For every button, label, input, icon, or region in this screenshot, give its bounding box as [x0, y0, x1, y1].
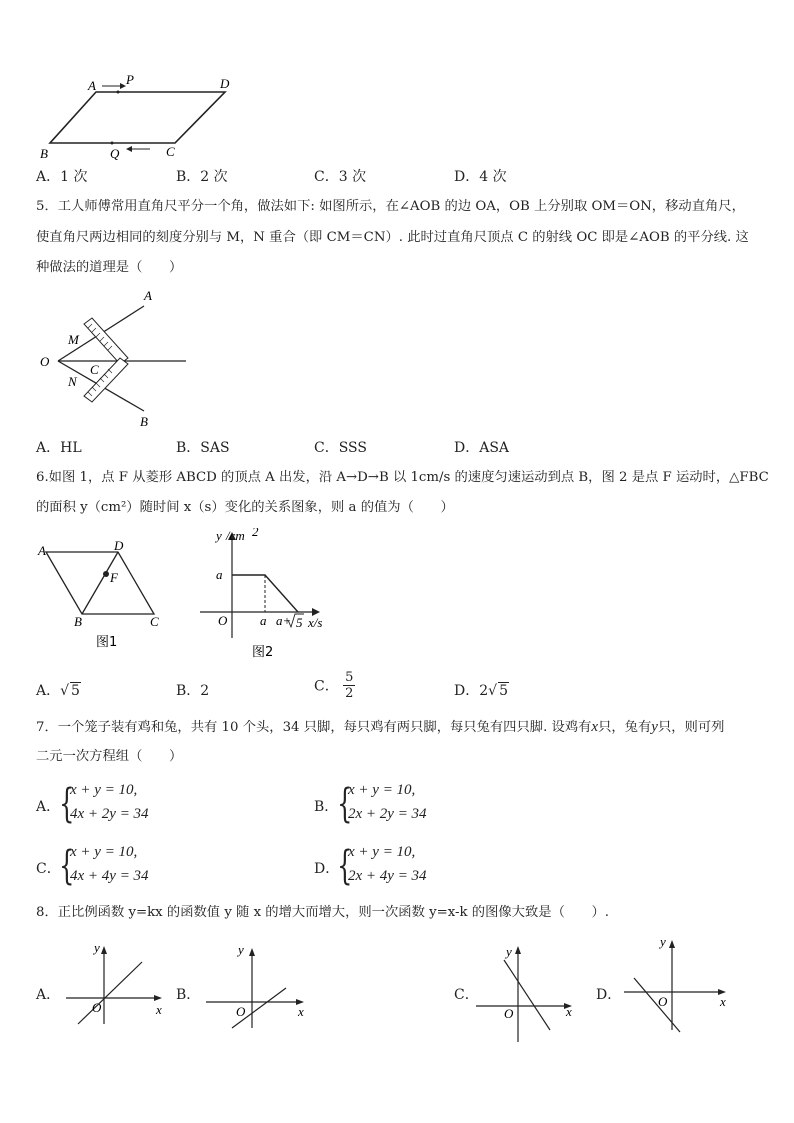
option-prefix: D．2	[454, 683, 489, 699]
q4-option-c[interactable]: C．3 次	[314, 169, 367, 185]
brace-icon: {	[337, 781, 353, 827]
equation-2: 4x + 2y = 34	[70, 806, 149, 822]
label-B: B	[140, 414, 148, 429]
label-B: B	[40, 146, 48, 161]
brace-icon: {	[59, 843, 75, 889]
q5-text-line2: 使直角尺两边相同的刻度分别与 M，N 重合（即 CM＝CN）. 此时过直角尺顶点 C 的射线 OC 即是∠AOB 的平分线. 这	[36, 230, 749, 245]
option-prefix: C．	[314, 678, 339, 695]
option-label: B．	[314, 799, 339, 815]
fig1-caption: 图1	[96, 635, 118, 650]
q7-line1-part2: 只，兔有	[598, 720, 652, 735]
radicand: 5	[71, 683, 80, 699]
label-P: P	[126, 72, 134, 87]
q6-option-a[interactable]: A．√ 5	[36, 683, 80, 699]
q8-graph-a[interactable]	[58, 938, 170, 1028]
axis-x: x	[566, 1004, 572, 1019]
tick-a-plus: a+	[276, 613, 292, 628]
q4-option-a[interactable]: A．1 次	[36, 169, 88, 185]
point-F	[103, 571, 109, 577]
equation-1: x + y = 10,	[70, 844, 138, 860]
brace-icon: {	[59, 781, 75, 827]
q6-option-b[interactable]: B．2	[176, 683, 210, 699]
q5-text-line1: 5．工人师傅常用直角尺平分一个角，做法如下: 如图所示，在∠AOB 的边 OA，OB 上分别取 OM＝ON，移动直角尺，	[36, 199, 745, 214]
q5-option-c[interactable]: C．SSS	[314, 440, 367, 456]
axis-x: x	[720, 994, 726, 1009]
parallelogram-shape	[50, 92, 225, 143]
q6-fig1-rhombus	[36, 538, 166, 656]
label-A: A	[88, 78, 96, 93]
equation-2: 4x + 4y = 34	[70, 868, 149, 884]
tick-sqrt5: 5	[296, 615, 303, 630]
q5-option-d[interactable]: D．ASA	[454, 440, 510, 456]
q4-parallelogram-figure	[30, 72, 250, 164]
axis-y: y	[506, 944, 512, 959]
label-A: A	[144, 288, 152, 303]
axis-y-label: y	[216, 528, 222, 543]
label-D: D	[114, 538, 124, 553]
q8-option-b-label[interactable]: B．	[176, 987, 201, 1003]
label-A: A	[38, 543, 46, 558]
q4-option-d[interactable]: D．4 次	[454, 169, 507, 185]
var-y: y	[651, 719, 658, 735]
q8-graph-d[interactable]	[620, 934, 732, 1034]
q8-graph-b[interactable]	[200, 940, 312, 1030]
origin-O: O	[236, 1004, 246, 1019]
q5-text-line3: 种做法的道理是（ ）	[36, 260, 183, 275]
equation-1: x + y = 10,	[70, 782, 138, 798]
set-square-upper	[84, 318, 128, 364]
q8-option-c-label[interactable]: C．	[454, 987, 479, 1003]
origin-O: O	[92, 1000, 102, 1015]
q5-option-b[interactable]: B．SAS	[176, 440, 230, 456]
fraction	[343, 670, 355, 701]
q7-text-line2: 二元一次方程组（ ）	[36, 749, 183, 764]
equation-1: x + y = 10,	[348, 844, 416, 860]
axis-y-exp: 2	[252, 528, 259, 539]
arrow-q-head	[126, 146, 132, 152]
graph-line	[78, 962, 142, 1024]
label-Q: Q	[110, 146, 120, 161]
var-x: x	[591, 719, 599, 735]
q8-graph-c[interactable]	[474, 938, 586, 1044]
label-D: D	[220, 76, 230, 91]
label-C: C	[90, 362, 99, 377]
q8-text-line1: 8．正比例函数 y=kx 的函数值 y 随 x 的增大而增大，则一次函数 y=x-k 的图像大致是（ ）.	[36, 905, 609, 920]
q7-line1-part3: 只，则可列	[657, 720, 725, 735]
origin-O: O	[658, 994, 668, 1009]
q7-option-a[interactable]	[36, 782, 276, 828]
q5-option-a[interactable]: A．HL	[36, 440, 82, 456]
q6-option-d[interactable]: D．2√ 5	[454, 683, 508, 699]
option-label: D．	[314, 861, 340, 877]
axis-y: y	[94, 940, 100, 955]
label-N: N	[68, 374, 77, 389]
equation-2: 2x + 4y = 34	[348, 868, 427, 884]
q8-option-d-label[interactable]: D．	[596, 987, 622, 1003]
label-B: B	[74, 614, 82, 629]
axis-y: y	[660, 934, 666, 949]
label-M: M	[68, 332, 79, 347]
label-F: F	[110, 570, 118, 585]
axis-x: x	[298, 1004, 304, 1019]
radicand: 5	[499, 683, 508, 699]
option-label: A．	[36, 799, 61, 815]
q7-option-b[interactable]	[314, 782, 554, 828]
label-C: C	[166, 144, 175, 159]
origin-O: O	[504, 1006, 514, 1021]
q7-option-c[interactable]	[36, 844, 276, 890]
axis-x: x	[156, 1002, 162, 1017]
graph-line	[634, 978, 680, 1032]
fraction-numerator: 5	[345, 670, 354, 685]
q4-option-b[interactable]: B．2 次	[176, 169, 228, 185]
option-prefix: A．	[36, 683, 61, 699]
tick-a-y: a	[216, 567, 223, 582]
q8-option-a-label[interactable]: A．	[36, 987, 61, 1003]
brace-icon: {	[337, 843, 353, 889]
equation-2: 2x + 2y = 34	[348, 806, 427, 822]
fig2-caption: 图2	[252, 645, 274, 660]
q7-option-d[interactable]	[314, 844, 554, 890]
origin-O: O	[218, 613, 228, 628]
label-C: C	[150, 614, 159, 629]
label-O: O	[40, 354, 50, 369]
equation-1: x + y = 10,	[348, 782, 416, 798]
tick-a-x: a	[260, 613, 267, 628]
option-label: C．	[36, 861, 61, 877]
axis-x-unit: x/s	[308, 615, 323, 630]
axis-y: y	[238, 942, 244, 957]
fraction-denominator: 2	[345, 686, 354, 701]
q5-angle-figure	[36, 286, 206, 432]
q7-text-line1	[36, 712, 724, 743]
axis-y-unit: /cm	[226, 528, 245, 543]
q6-text-line1: 6.如图 1，点 F 从菱形 ABCD 的顶点 A 出发，沿 A→D→B 以 1cm/s 的速度匀速运动到点 B，图 2 是点 F 运动时，△FBC	[36, 470, 769, 485]
q6-text-line2: 的面积 y（cm²）随时间 x（s）变化的关系图象，则 a 的值为（ ）	[36, 500, 454, 515]
q7-line1-part1: 7．一个笼子装有鸡和兔，共有 10 个头，34 只脚，每只鸡有两只脚，每只兔有四只脚. 设鸡有	[36, 720, 592, 735]
q6-option-c[interactable]	[314, 670, 355, 701]
q6-fig2-graph	[196, 528, 336, 660]
